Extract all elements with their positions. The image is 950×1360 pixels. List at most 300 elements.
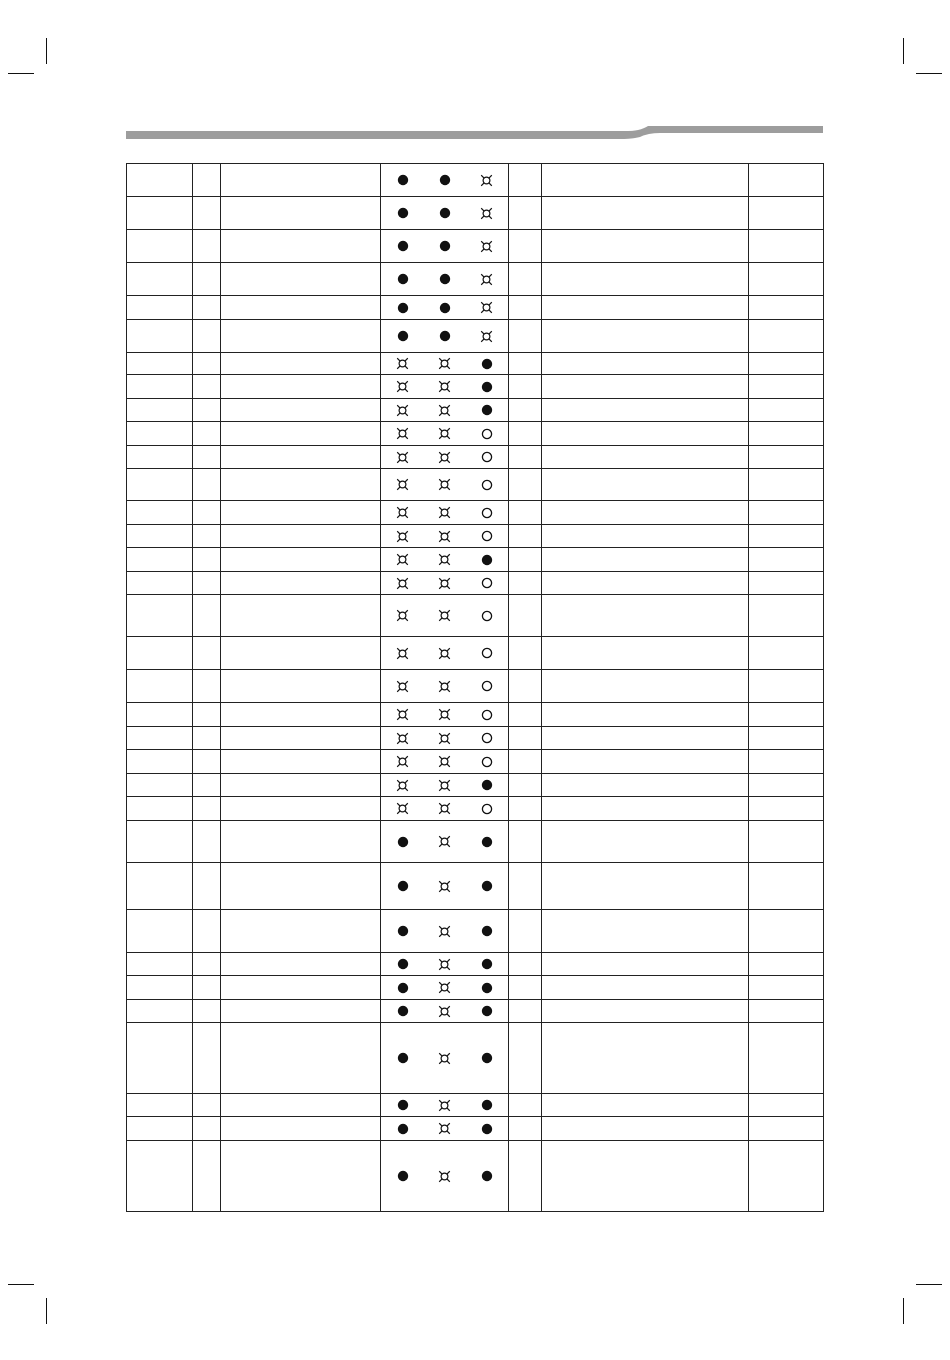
table-cell (749, 164, 824, 197)
led-on-icon (480, 981, 494, 995)
led-pattern (396, 835, 494, 849)
led-pattern (396, 357, 494, 371)
table-cell (749, 469, 824, 501)
table-cell (542, 953, 749, 976)
table-cell (749, 1117, 824, 1141)
table-cell (193, 548, 221, 572)
table-cell (127, 399, 193, 422)
led-pattern (396, 403, 494, 417)
table-cell (193, 1094, 221, 1117)
led-flash-icon (438, 708, 452, 722)
table-cell (749, 953, 824, 976)
led-on-icon (396, 239, 410, 253)
led-pattern (396, 778, 494, 792)
led-flash-icon (438, 380, 452, 394)
table-row (127, 774, 824, 797)
led-flash-icon (480, 239, 494, 253)
table-row (127, 164, 824, 197)
table-cell (542, 1117, 749, 1141)
table-cell (542, 446, 749, 469)
led-flash-icon (396, 609, 410, 623)
table-cell (509, 548, 542, 572)
table-cell (542, 320, 749, 353)
led-pattern (396, 1122, 494, 1136)
table-cell (542, 375, 749, 399)
led-pattern (396, 1004, 494, 1018)
table-row (127, 953, 824, 976)
led-on-icon (480, 1122, 494, 1136)
table-cell (193, 910, 221, 953)
led-pattern-cell (381, 422, 509, 446)
table-cell (509, 670, 542, 703)
table-row (127, 572, 824, 595)
table-cell (193, 1023, 221, 1094)
led-pattern-cell (381, 595, 509, 637)
table-cell (193, 446, 221, 469)
table-cell (542, 572, 749, 595)
led-flash-icon (396, 529, 410, 543)
led-pattern (396, 239, 494, 253)
led-on-icon (396, 924, 410, 938)
led-pattern-cell (381, 353, 509, 375)
table-cell (221, 164, 381, 197)
table-cell (509, 774, 542, 797)
led-flash-icon (438, 478, 452, 492)
table-cell (749, 863, 824, 910)
table-cell (221, 727, 381, 750)
crop-mark (46, 1298, 47, 1324)
table-cell (221, 670, 381, 703)
led-pattern (396, 646, 494, 660)
table-cell (221, 1023, 381, 1094)
table-cell (193, 727, 221, 750)
led-pattern-cell (381, 446, 509, 469)
led-pattern-cell (381, 320, 509, 353)
led-flash-icon (438, 1051, 452, 1065)
led-pattern (396, 506, 494, 520)
led-flash-icon (396, 506, 410, 520)
led-pattern (396, 478, 494, 492)
table-cell (127, 548, 193, 572)
led-pattern-cell (381, 750, 509, 774)
led-flash-icon (396, 731, 410, 745)
table-cell (221, 1094, 381, 1117)
led-flash-icon (396, 708, 410, 722)
table-cell (542, 399, 749, 422)
led-pattern-cell (381, 821, 509, 863)
table-cell (749, 1094, 824, 1117)
crop-mark (903, 1298, 904, 1324)
table-cell (749, 703, 824, 727)
table-cell (127, 637, 193, 670)
led-pattern-cell (381, 797, 509, 821)
led-pattern-cell (381, 164, 509, 197)
table-cell (542, 750, 749, 774)
table-row (127, 469, 824, 501)
led-flash-icon (438, 1169, 452, 1183)
table-cell (193, 797, 221, 821)
table-row (127, 976, 824, 1000)
table-cell (542, 910, 749, 953)
table-cell (542, 1000, 749, 1023)
table-cell (127, 1141, 193, 1212)
table-cell (127, 797, 193, 821)
led-on-icon (396, 879, 410, 893)
table-cell (509, 863, 542, 910)
table-cell (127, 353, 193, 375)
led-flash-icon (396, 778, 410, 792)
led-pattern-cell (381, 469, 509, 501)
crop-mark (916, 1284, 942, 1285)
table-cell (509, 797, 542, 821)
table-cell (542, 164, 749, 197)
led-pattern (396, 301, 494, 315)
led-on-icon (480, 553, 494, 567)
table-cell (127, 164, 193, 197)
table-cell (221, 320, 381, 353)
led-on-icon (480, 1098, 494, 1112)
led-pattern (396, 609, 494, 623)
led-pattern (396, 924, 494, 938)
table-cell (509, 164, 542, 197)
led-pattern (396, 173, 494, 187)
led-pattern-cell (381, 976, 509, 1000)
table-row (127, 703, 824, 727)
table-cell (193, 1141, 221, 1212)
led-on-icon (396, 1004, 410, 1018)
led-flash-icon (396, 755, 410, 769)
table-cell (127, 1094, 193, 1117)
led-pattern (396, 1098, 494, 1112)
table-cell (127, 501, 193, 525)
table-cell (749, 670, 824, 703)
led-pattern-cell (381, 399, 509, 422)
led-flash-icon (396, 553, 410, 567)
table-cell (509, 821, 542, 863)
table-cell (509, 1023, 542, 1094)
table-row (127, 353, 824, 375)
led-flash-icon (438, 646, 452, 660)
table-cell (221, 263, 381, 296)
led-off-icon (480, 679, 494, 693)
led-pattern-cell (381, 1000, 509, 1023)
led-on-icon (396, 1169, 410, 1183)
led-flash-icon (438, 731, 452, 745)
led-pattern (396, 957, 494, 971)
table-cell (542, 774, 749, 797)
led-on-icon (480, 957, 494, 971)
led-on-icon (480, 357, 494, 371)
table-cell (193, 703, 221, 727)
table-cell (221, 953, 381, 976)
led-pattern-cell (381, 670, 509, 703)
table-cell (221, 863, 381, 910)
led-pattern (396, 755, 494, 769)
table-cell (509, 375, 542, 399)
table-cell (127, 197, 193, 230)
table-row (127, 797, 824, 821)
led-pattern (396, 427, 494, 441)
table-cell (127, 525, 193, 548)
table-cell (127, 976, 193, 1000)
table-cell (749, 525, 824, 548)
led-pattern-cell (381, 548, 509, 572)
crop-mark (916, 73, 942, 74)
table-cell (509, 750, 542, 774)
led-flash-icon (438, 778, 452, 792)
crop-mark (46, 38, 47, 64)
table-row (127, 1000, 824, 1023)
led-on-icon (480, 778, 494, 792)
table-row (127, 637, 824, 670)
table-cell (749, 197, 824, 230)
led-pattern (396, 529, 494, 543)
led-pattern (396, 380, 494, 394)
table-cell (193, 296, 221, 320)
led-flash-icon (480, 206, 494, 220)
table-cell (221, 548, 381, 572)
table-cell (509, 953, 542, 976)
table-row (127, 727, 824, 750)
table-cell (749, 399, 824, 422)
led-on-icon (438, 272, 452, 286)
led-pattern-cell (381, 910, 509, 953)
led-on-icon (438, 173, 452, 187)
led-flash-icon (438, 755, 452, 769)
table-cell (127, 863, 193, 910)
table-cell (193, 422, 221, 446)
table-cell (127, 230, 193, 263)
led-pattern-cell (381, 296, 509, 320)
table-cell (509, 1117, 542, 1141)
table-row (127, 501, 824, 525)
table-cell (749, 446, 824, 469)
table-cell (509, 469, 542, 501)
table-cell (127, 774, 193, 797)
table-cell (193, 164, 221, 197)
led-off-icon (480, 576, 494, 590)
led-pattern-cell (381, 1023, 509, 1094)
table-cell (127, 821, 193, 863)
table-cell (509, 976, 542, 1000)
table-cell (509, 446, 542, 469)
table-row (127, 910, 824, 953)
table-cell (542, 1141, 749, 1212)
table-row (127, 595, 824, 637)
led-flash-icon (438, 835, 452, 849)
led-on-icon (396, 206, 410, 220)
led-flash-icon (396, 679, 410, 693)
led-off-icon (480, 506, 494, 520)
led-on-icon (480, 380, 494, 394)
table-row (127, 296, 824, 320)
table-cell (542, 230, 749, 263)
led-off-icon (480, 478, 494, 492)
table-cell (542, 797, 749, 821)
led-pattern-cell (381, 525, 509, 548)
led-on-icon (396, 957, 410, 971)
led-on-icon (396, 272, 410, 286)
table-cell (509, 197, 542, 230)
crop-mark (8, 1284, 34, 1285)
table-cell (127, 1023, 193, 1094)
table-cell (749, 548, 824, 572)
table-cell (193, 469, 221, 501)
table-cell (193, 399, 221, 422)
led-flash-icon (438, 802, 452, 816)
table-cell (221, 375, 381, 399)
table-cell (749, 353, 824, 375)
table-cell (221, 976, 381, 1000)
table-row (127, 1117, 824, 1141)
led-off-icon (480, 731, 494, 745)
table-row (127, 320, 824, 353)
table-cell (221, 469, 381, 501)
led-on-icon (480, 403, 494, 417)
led-pattern-cell (381, 1141, 509, 1212)
led-flash-icon (438, 427, 452, 441)
table-row (127, 750, 824, 774)
table-cell (127, 1117, 193, 1141)
table-cell (509, 525, 542, 548)
table-cell (509, 637, 542, 670)
led-flash-icon (438, 981, 452, 995)
led-off-icon (480, 529, 494, 543)
table-cell (127, 750, 193, 774)
led-flash-icon (438, 609, 452, 623)
table-cell (127, 670, 193, 703)
table-cell (542, 263, 749, 296)
led-pattern (396, 802, 494, 816)
table-cell (127, 595, 193, 637)
table-cell (749, 263, 824, 296)
table-cell (221, 637, 381, 670)
led-on-icon (396, 1122, 410, 1136)
led-flash-icon (438, 529, 452, 543)
table-cell (221, 1117, 381, 1141)
table-cell (193, 595, 221, 637)
table-cell (509, 572, 542, 595)
table-cell (509, 353, 542, 375)
table-cell (193, 774, 221, 797)
crop-mark (903, 38, 904, 64)
led-off-icon (480, 755, 494, 769)
table-cell (193, 1000, 221, 1023)
table-cell (193, 637, 221, 670)
table-cell (542, 637, 749, 670)
led-pattern (396, 553, 494, 567)
table-cell (221, 446, 381, 469)
led-flash-icon (396, 380, 410, 394)
led-off-icon (480, 708, 494, 722)
led-flash-icon (396, 357, 410, 371)
led-flash-icon (438, 679, 452, 693)
table-cell (749, 750, 824, 774)
table-row (127, 230, 824, 263)
led-flash-icon (396, 427, 410, 441)
table-cell (542, 548, 749, 572)
led-pattern-cell (381, 774, 509, 797)
table-cell (509, 1000, 542, 1023)
led-flash-icon (480, 272, 494, 286)
table-cell (509, 1094, 542, 1117)
table-cell (542, 501, 749, 525)
led-on-icon (438, 206, 452, 220)
table-cell (221, 197, 381, 230)
led-pattern-cell (381, 501, 509, 525)
table-cell (221, 501, 381, 525)
table-cell (193, 375, 221, 399)
led-on-icon (480, 1169, 494, 1183)
led-pattern (396, 329, 494, 343)
table-cell (509, 727, 542, 750)
led-flash-icon (438, 403, 452, 417)
table-cell (542, 595, 749, 637)
table-cell (221, 774, 381, 797)
table-cell (542, 296, 749, 320)
led-pattern (396, 1051, 494, 1065)
led-pattern (396, 1169, 494, 1183)
led-flash-icon (396, 802, 410, 816)
led-flash-icon (438, 879, 452, 893)
table-cell (127, 703, 193, 727)
led-pattern (396, 981, 494, 995)
table-cell (193, 230, 221, 263)
table-cell (127, 572, 193, 595)
led-on-icon (396, 173, 410, 187)
table-cell (542, 976, 749, 1000)
table-row (127, 1094, 824, 1117)
table-cell (749, 501, 824, 525)
table-row (127, 446, 824, 469)
led-pattern (396, 272, 494, 286)
table-cell (221, 821, 381, 863)
table-cell (542, 863, 749, 910)
led-flash-icon (438, 957, 452, 971)
table-cell (193, 953, 221, 976)
table-cell (542, 197, 749, 230)
table-row (127, 1141, 824, 1212)
table-cell (542, 703, 749, 727)
led-pattern (396, 679, 494, 693)
table-cell (749, 422, 824, 446)
table-row (127, 525, 824, 548)
table-cell (749, 727, 824, 750)
table-row (127, 863, 824, 910)
table-cell (749, 230, 824, 263)
led-on-icon (438, 239, 452, 253)
led-flash-icon (480, 301, 494, 315)
table-cell (509, 501, 542, 525)
table-cell (221, 572, 381, 595)
table-row (127, 548, 824, 572)
table-cell (221, 399, 381, 422)
table-cell (509, 910, 542, 953)
table-row (127, 670, 824, 703)
table-cell (127, 1000, 193, 1023)
table-cell (542, 422, 749, 446)
table-row (127, 821, 824, 863)
table-cell (749, 976, 824, 1000)
table-cell (193, 1117, 221, 1141)
led-on-icon (438, 329, 452, 343)
table-cell (127, 422, 193, 446)
table-cell (749, 296, 824, 320)
table-cell (221, 296, 381, 320)
led-pattern-cell (381, 1117, 509, 1141)
table-cell (542, 1023, 749, 1094)
table-cell (221, 1141, 381, 1212)
